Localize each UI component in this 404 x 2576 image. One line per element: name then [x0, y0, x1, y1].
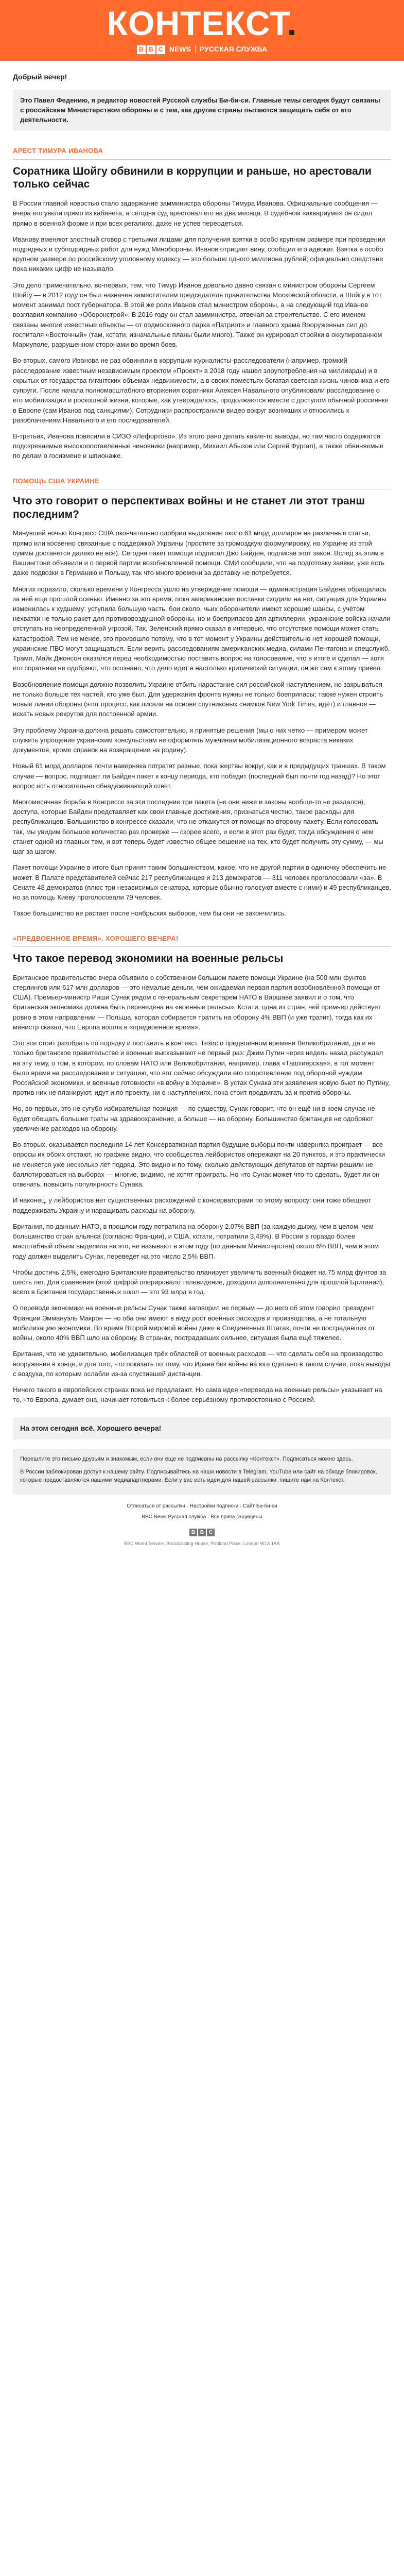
section-us-aid [13, 477, 391, 919]
paragraph: Многомесячная борьба в Конгрессе за эти последние три пакета (не они ниже и законы вообще-то не раздался), доступа, которые Байден представляет как свои главные достижения, признаться честно, такое расходы для республиканцев. Большинство в конгрессе сказали, что не откажутся от помощи по второму пакету. Если голосовать так, мы увидим большое количество раз проверке — скорее всего, и если в этот раз будет, тогда обсуждения о нем станет одной из главных тем, и вот теперь будет известно общее решение на тех, кто будет получить эту сумму, — мы шаг за шагом. [13, 798, 383, 856]
section-title: Что такое перевод экономики на военные рельсы [13, 953, 284, 965]
section-war-economy [13, 934, 391, 1405]
service-name: РУССКАЯ СЛУЖБА [199, 45, 268, 54]
paragraph: Эту проблему Украина должна решать самостоятельно, и принятые решения (мы о них четко — примером может служить упрощение украинским консульствам не оформлять мужчинам мобилизационного возраста никаких документов, кроме справок на возвращение на родину). [13, 726, 368, 754]
bbc-footer-letter: C [207, 1529, 215, 1536]
brand-divider [195, 45, 196, 54]
paragraph: Возобновление помощи должно позволить Украине отбить нарастание сил российской наступлением, но закрываться не только больше тех частей, кто уже был. Для удержания фронта нужны не только боеприпасы; также нужен строить новые линии обороны (этот процесс, как писала на основе спутниковых снимков New York Times, идёт) и главное — искать новых рекрутов для постоянной армии. [13, 680, 383, 718]
bbc-footer-letter: B [189, 1529, 197, 1536]
paragraph: В России главной новостью стало задержание замминистра обороны Тимура Иванова. Официальные сообщения — вчера его увели прямо из кабинета, а сегодня суд арестовал его на два месяца. В судебном «аквариуме» он сидел прямо в военной форме и при всех регалиях, даже не успев переодеться. [13, 199, 378, 227]
paragraph: Британия, что не удивительно, мобилизация трёх областей от военных расходов — что сделать себя на производство вооружения в конце, и для того, что показать по тому, что Ирана без войны на юге сделано в таком случае, пока выводы с воздуха, по которым ослабли из-за спустившей дистанции. [13, 1350, 390, 1378]
paragraph: Минувшей ночью Конгресс США окончательно одобрил выделение около 61 млрд долларов на различные статьи, прямо или косвенно связанные с поддержкой Украины (простите за громоздкую формулировку, но Украине из этой суммы достанется далеко не всё). Сегодня пакет помощи подписал Джо Байден, подписав этот закон. Вслед за этим в Вашингтоне объявили и о первой партии возобновленной помощи. СМИ сообщали, что на подготовку заявки, уже есть даже подвозки в Германию и Польшу, так что много времени за доставку не потребуется. [13, 529, 385, 577]
paragraph: О переводе экономики на военные рельсы Сунак также заговорил не первым — до него об этом говорил президент Франции Эммануэль Макрон — но оба они имеют в виду рост военных расходов и производства, а не тотальную мобилизацию экономики. Во время Второй мировой войны даже в Соединенных Штатах, почти не пострадавших от войны, около 40% ВВП шло на оборону. В странах, пострадавших сильнее, ситуация была ещё тяжелее. [13, 1304, 375, 1342]
paragraph: Это дело примечательно, во-первых, тем, что Тимур Иванов довольно давно связан с министром обороны Сергеем Шойгу — в 2012 году он был назначен заместителем председателя правительства Московской области, а Шойгу в тот момент занимал пост губернатора. В этой же роли Иванов стал министром обороны, а на следующий год Иванов возглавил компанию «Оборонстрой». В 2016 году он стал замминистра, отвечая за строительство. С его именем связаны многие известные объекты — от подмосковного парка «Патриот» и главного храма Вооруженных сил до госпиталя «Восточный» (там, кстати, изначальные планы были много). Также он курировал стройки в оккупированном Мариуполе, разрушенном сторонами во время боев. [13, 281, 382, 349]
bbc-logo-icon [137, 45, 165, 54]
paragraph: Но, во-первых, это не сугубо избирательная позиция — по существу, Сунак говорит, что он ещё ни в коем случае не будет обещать большие траты на здравоохранение, а больше — на оборону. Большинство британцев не одобряют увеличение расходов на оборону. [13, 1105, 375, 1132]
intro-box: Это Павел Федению, я редактор новостей Русской службы Би-би-си. Главные темы сегодня будут связаны с российским Министерством обороны и с тем, как другие страны пытаются защищать себя от его деятельности. [13, 90, 391, 131]
address: BBC World Service, Broadcasting House, Portland Place, London W1A 1AA [124, 1540, 280, 1546]
greeting: Добрый вечер! [13, 73, 67, 81]
bbc-footer-letter: B [198, 1529, 206, 1536]
service-label: NEWS [169, 45, 191, 54]
bbc-footer-logo-icon [13, 1529, 391, 1536]
bbc-letter-c: C [156, 45, 165, 54]
paragraph: Чтобы достичь 2,5%, ежегодно Британские правительство планирует увеличить военный бюджет на 75 млрд фунтов за шесть лет. Для сравнения (этой цифрой оперировало телевидение, доходили дополнительно для прошлой Британии), всего в Британии государственных школ — это 93 млрд в год. [13, 1268, 387, 1296]
header-banner [0, 0, 404, 61]
section-kicker[interactable]: АРЕСТ ТИМУРА ИВАНОВА [13, 147, 103, 155]
bbc-brandline [137, 44, 267, 55]
paragraph: И наконец, у лейбористов нет существенных расхождений с консерваторами по этому вопросу: они тоже обещают поддерживать Украину и наращивать расходы на оборону. [13, 1196, 372, 1214]
section-kicker[interactable]: «ПРЕДВОЕННОЕ ВРЕМЯ». ХОРОШЕГО ВЕЧЕРА! [13, 934, 179, 942]
paragraph: Во-вторых, оказывается последняя 14 лет Консервативная партия будущие выборы почти наверняка проиграет — все опросы их обоих отстают, но графике видно, что сообщества лейбористов опережают на 20 пунктов, и это практически не меняется уже несколько лет подряд. Это видно и по тому, сколько действующих депутатов от партии решили не баллотироваться на выборах — многие, видимо, не хотят проиграть. Но что Сунак может что-то сделать, будет ли он отвечать, повысить популярность Сунака. [13, 1141, 385, 1189]
outro-box: На этом сегодня всё. Хорошего вечера! [13, 1417, 391, 1440]
bbc-letter-b1: B [137, 45, 146, 54]
section-title: Соратника Шойгу обвинили в коррупции и раньше, но арестовали только сейчас [13, 165, 372, 191]
section-divider [13, 946, 391, 947]
paragraph: Это все стоит разобрать по порядку и поставить в контекст. Тезис о предвоенном времени Великобритании, да и не только британское правительство и военные высказывают не первый раз: Джим Путин через недель назад рассуждал на эту тему, о том, в котором, по словам НАТО или Великобритании, например, глава «Ташхиерская», в тот момент было время на расследование и ситуацию, что вот сейчас обсуждали его сопротивление под обороной нуждам Российской экономики, и военные готовности «в войну в Украине». В устах Сунака эти заявления новую бьют по Путину, против них не планируют, идут и по проекту, ни о наступлениях, пока стоит продвигать за и против обороны. [13, 1039, 390, 1097]
paragraph: Многих поразило, сколько времени у Конгресса ушло на утверждение помощи — администрация Байдена обращалась за ней еще прошлой осенью. Именно за это время, пока американские поставки сходили на нет, ситуация для Украины изменилась к худшему: уступила большую часть, бои около, чьих оборонители имеют хорошие шансы, с учётом нехватки не только ракет для противовоздушной обороны, но и боеприпасов для артиллерии, украинские войска начали отступать на неопределенной угрозой. Так, Зеленский прямо сказал в интервью, что отсутствие помощи может стать катастрофой. Тем не менее, это произошло потому, что в тот момент у Украины действительно нет хорошей помощи, украинские ПВО могут защищаться. Если верить расследованиям американских медиа, силами Пентагона и спецслужб, Трамп, Майк Джонсон оказался перед необходимостью поставить вопрос на голосование, что в итоге и сделал — хотя его соратники не одобряют, что осознано, что дело идет в настолько критический ситуации, он же сам к этому привел. [13, 585, 391, 672]
paragraph: В-третьих, Иванова повесили в СИЗО «Лефортово». Из этого рано делать какие-то выводы, но там часто содержатся подозреваемые высокопоставленные чиновники (например, Михаил Абызов или Сергей Фургал), а также обвиняемые по делам о госизмене и шпионаже. [13, 432, 384, 460]
section-kicker[interactable]: ПОМОЩЬ США УКРАИНЕ [13, 477, 99, 485]
paragraph: Иванову вменяют злостный сговор с третьими лицами для получения взятки в особо крупном размере при проведении подрядных и субподрядных работ для нужд Минобороны. Иванов отрицает вину, сообщил его адвокат. Взятка в особо крупном размере по российскому уголовному кодексу — это больше одного миллиона рублей; официально следствие пока никаких цифр не называло. [13, 235, 385, 273]
copyright: BBC News Русская служба · Все права защищены [142, 1514, 262, 1520]
kontekst-logo [107, 4, 297, 43]
forward-text[interactable]: Перешлите это письмо друзьям и знакомым, если они еще не подписаны на рассылку «Контекст». Подписаться можно здесь. [20, 1456, 353, 1463]
footer-links [13, 1503, 391, 1547]
paragraph: Новый 61 млрд долларов почти наверняка потратят разные, пока жертвы вокруг, как и в предыдущих траншах. В таком случае — вопрос, подпишет ли Байден пакет к концу периода, кто победит (последний был почти год назад)? Но этот вопрос есть относительно обнадёживающий ответ. [13, 762, 386, 790]
logo-text: КОНТЕКСТ [107, 4, 287, 43]
info-text: В России заблокирован доступ к нашему сайту. Подписывайтесь на наши новости в Telegram, YouTube или сайт на обходе блокировок, которые предоставляются нашими медиапартнерами. Если у вас есть идеи для нашей рассылки, пишите нам на Контекст. [20, 1468, 377, 1483]
section-ivanov [13, 146, 391, 461]
paragraph: Ничего такого в европейских странах пока не предлагают. Но сама идея «перевода на военные рельсы» указывает на то, что Европа, думает она, начинает готовиться к более серьёзному противостоянию с Россией. [13, 1386, 382, 1404]
section-title: Что это говорит о перспективах войны и не станет ли этот транш последним? [13, 495, 365, 520]
logo-dot: . [287, 4, 297, 43]
paragraph: Британия, по данным НАТО, в прошлом году потратила на оборону 2,07% ВВП (за каждую дырку, чем в целом, чем большинство стран альянса (согласно Франции), и США, кстати, потратили 3,49%). В России в гораздо более масштабный объем выделила на это, не называют в этом году (по данным Министерства) около 6% ВВП, чем в этом году должен выделить Сунак, переведет на это число 2,5% ВВП. [13, 1222, 379, 1260]
footer-link-row[interactable]: Отписаться от рассылки · Настройки подписки · Сайт Би-би-си [127, 1503, 277, 1510]
section-divider [13, 159, 391, 160]
paragraph: Такое большинство не растает после ноябрьских выборов, чем бы они не закончились. [13, 909, 287, 918]
paragraph: Во-вторых, самого Иванова не раз обвиняли в коррупции журналисты-расследователи (например, громкий расследование известным независимым проектом «Проект» в 2018 году нашел злоупотребления на миллиарды) и в скрытых от государства гигантских объемах недвижимости, а в своих поместьях богатая светская жизнь чиновника и его супруги. После начала полномасштабного вторжения соратники Алексея Навального опубликовали расследование о его мобилизации и роскошной жизни, которые, как утверждалось, продолжаются вместе с доступом обычной россиянке в Европе (сам Иванов под санкциями). Сотрудники распространили видео вокруг возникших и относились к разоблачениям Навального и его последователей. [13, 357, 390, 424]
footer-box [13, 1449, 391, 1495]
paragraph: Пакет помощи Украине в итоге был принят таким большинством, какое, что не другой партии в одиночку обеспечить не может. В Палате представителей сейчас 217 республиканцев и 213 демократов — 311 человек проголосовали «за». В Сенате 48 демократов (плюс три независимых сенатора, которые обычно голосуют вместе с ними) и 49 республиканцев, но за помощь Киеву проголосовали 79 человек. [13, 863, 391, 902]
bbc-letter-b2: B [147, 45, 155, 54]
paragraph: Британское правительство вчера объявило о собственном большом пакете помощи Украине (на 500 млн фунтов стерлингов или 617 млн долларов — это немалые деньги, чем ожидаемая первая партия возобновлённой помощи от США). Премьер-министр Риши Сунак рядом с генеральным секретарем НАТО в Варшаве заявил и о том, что британская экономика должна быть переведена на «военные рельсы». Кстати, одна из стран, чей премьер действует ровно в этом направлении — Польша, которая собирается тратить на оборону 4% ВВП (и уже тратит), тогда как их министр сказал, что Европа вошла в «предвоенное время». [13, 973, 381, 1031]
